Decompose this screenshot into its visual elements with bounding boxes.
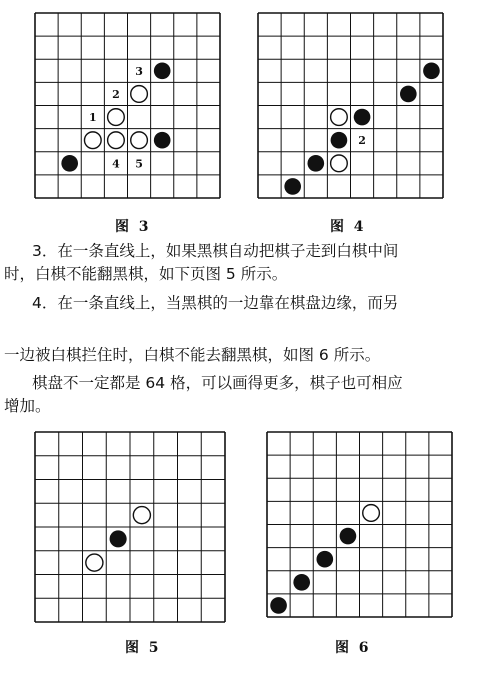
caption-figure-4: 图 4 — [330, 219, 364, 235]
black-piece — [316, 551, 333, 568]
move-number-label: 2 — [112, 87, 120, 101]
move-number-label: 5 — [135, 157, 143, 171]
board-figure-4 — [257, 12, 444, 199]
white-piece — [86, 554, 103, 571]
black-piece — [270, 597, 287, 614]
fig4-grid — [257, 12, 444, 199]
rule-4-paragraph-cont — [0, 344, 482, 367]
board-figure-6 — [266, 431, 453, 618]
black-piece — [423, 62, 440, 79]
caption-figure-3: 图 3 — [115, 219, 149, 235]
black-piece — [61, 155, 78, 172]
black-piece — [331, 132, 348, 149]
black-piece — [293, 574, 310, 591]
caption-figure-5: 图 5 — [125, 640, 159, 656]
black-piece — [400, 86, 417, 103]
white-piece — [363, 505, 380, 522]
rule-4-line-1: 4．在一条直线上，当黑棋的一边靠在棋盘边缘，而另 — [32, 294, 399, 312]
black-piece — [110, 530, 127, 547]
white-piece — [131, 86, 148, 103]
board-figure-5 — [34, 431, 226, 623]
black-piece — [284, 178, 301, 195]
white-piece — [108, 109, 125, 126]
fig5-grid — [34, 431, 226, 623]
move-number-label: 3 — [135, 64, 143, 78]
move-number-label: 1 — [88, 111, 97, 125]
white-piece — [331, 109, 348, 126]
move-number-label: 2 — [358, 134, 366, 148]
fig3-grid — [34, 12, 221, 199]
black-piece — [340, 528, 357, 545]
white-piece — [108, 132, 125, 149]
board-size-line-1: 棋盘不一定都是 64 格，可以画得更多，棋子也可相应 — [32, 374, 403, 392]
rule-3-paragraph — [0, 240, 482, 286]
white-piece — [131, 132, 148, 149]
board-size-line-2: 增加。 — [4, 397, 51, 415]
rule-3-line-1: 3．在一条直线上，如果黑棋自动把棋子走到白棋中间 — [32, 242, 399, 260]
move-number-label: 4 — [112, 157, 120, 171]
black-piece — [154, 62, 171, 79]
caption-figure-6: 图 6 — [335, 640, 369, 656]
board-size-paragraph — [0, 372, 482, 418]
rule-4-paragraph — [0, 292, 482, 315]
black-piece — [307, 155, 324, 172]
board-figure-3 — [34, 12, 221, 199]
fig6-grid — [266, 431, 453, 618]
rule-4-line-2: 一边被白棋拦住时，白棋不能去翻黑棋，如图 6 所示。 — [4, 346, 381, 364]
white-piece — [331, 155, 348, 172]
black-piece — [154, 132, 171, 149]
rule-3-line-2: 时，白棋不能翻黑棋，如下页图 5 所示。 — [4, 265, 288, 283]
white-piece — [133, 507, 150, 524]
white-piece — [84, 132, 101, 149]
black-piece — [354, 109, 371, 126]
